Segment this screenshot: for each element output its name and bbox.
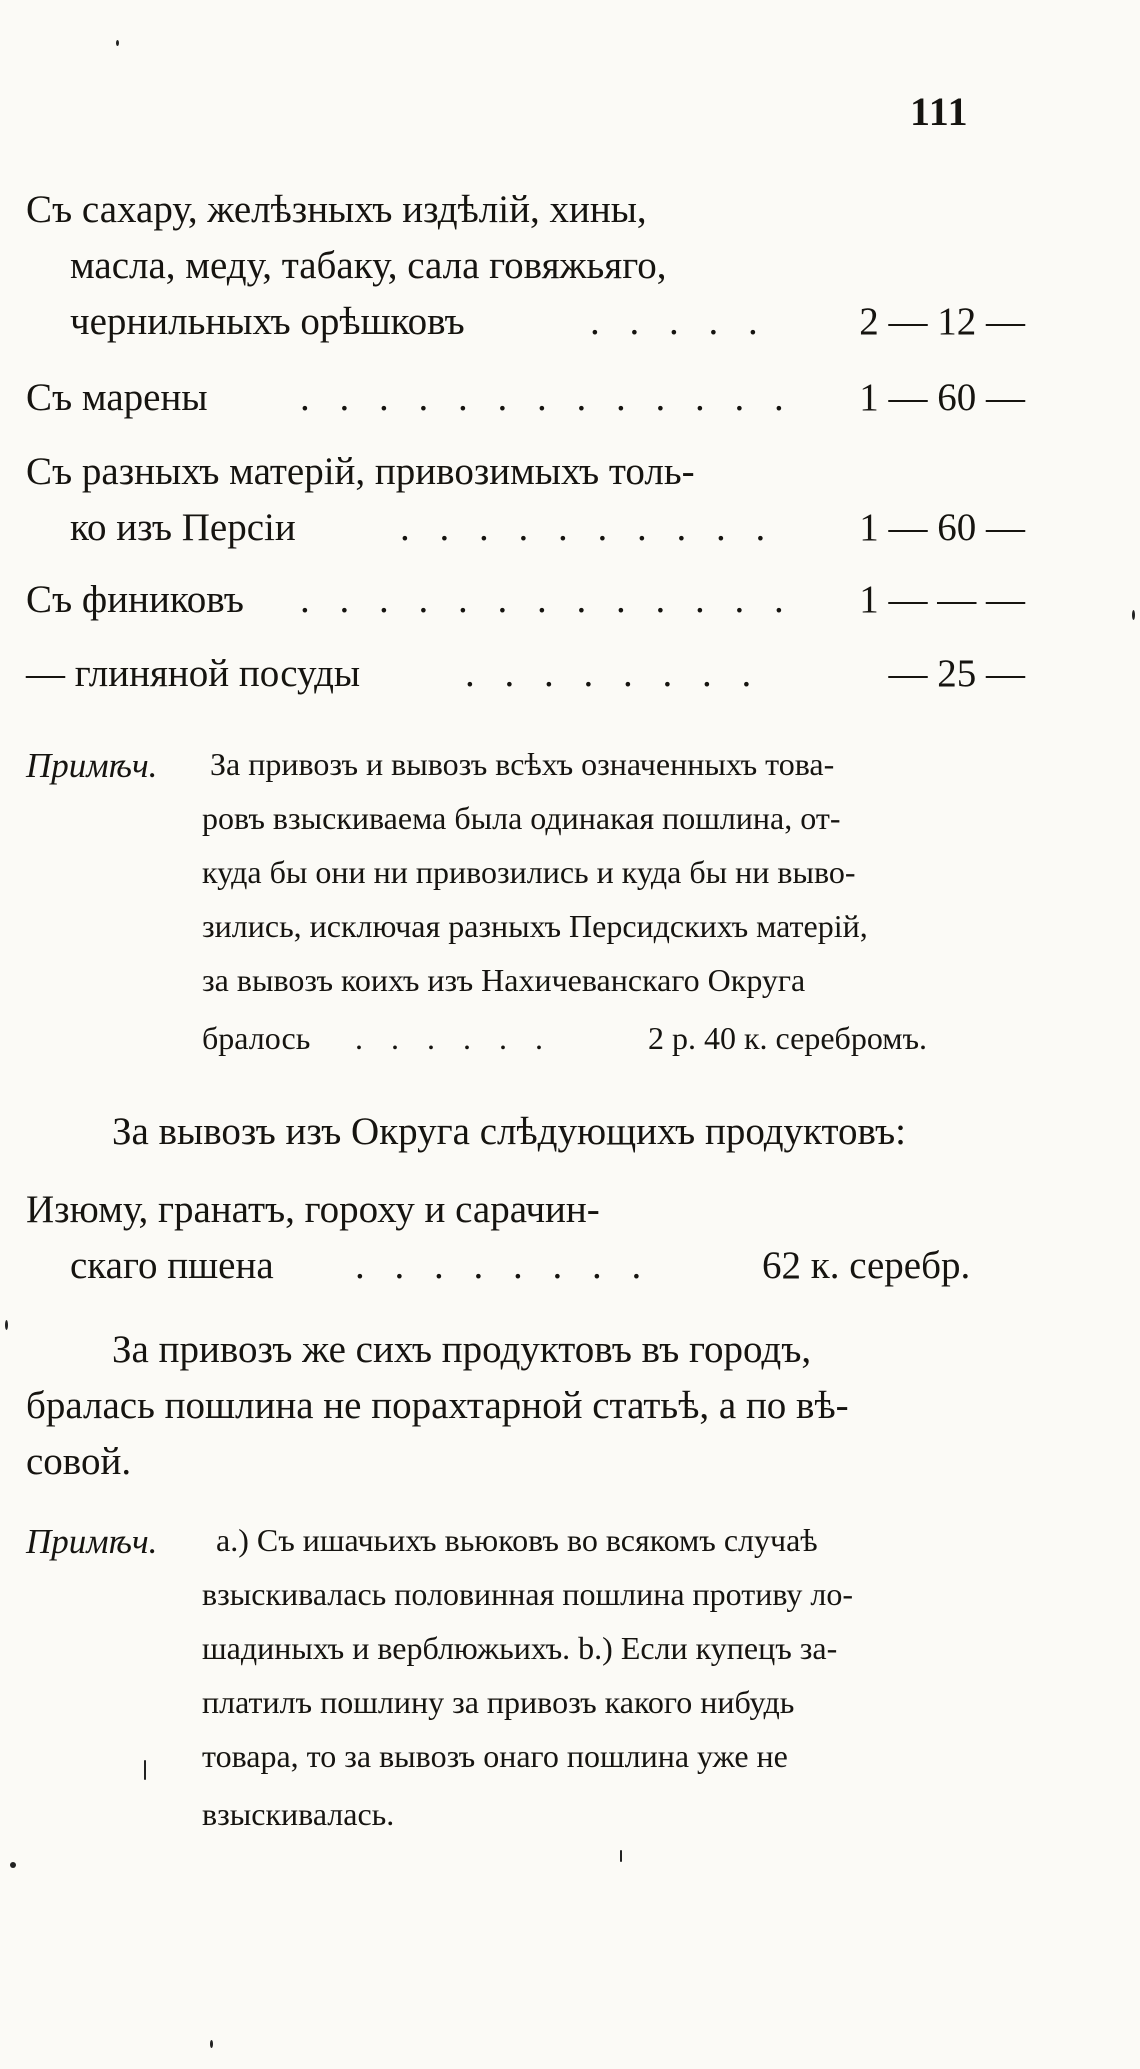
- note1-line: за вывозъ коихъ изъ Нахичеванскаго Округа: [202, 962, 806, 998]
- note2-line: взыскивалась половинная пошлина противу ло-: [202, 1576, 853, 1612]
- scan-speck: [10, 1862, 16, 1868]
- note2-line: шадиныхъ и верблюжьихъ. b.) Если купецъ за-: [202, 1630, 838, 1666]
- note2-line: платилъ пошлину за привозъ какого нибудь: [202, 1684, 795, 1720]
- note2-line: a.) Съ ишачьихъ вьюковъ во всякомъ случаѣ: [216, 1522, 818, 1558]
- note1-line: зились, исключая разныхъ Персидскихъ матерій,: [202, 908, 868, 944]
- item1-line3: чернильныхъ орѣшковъ: [70, 300, 465, 343]
- item1-line2: масла, меду, табаку, сала говяжьяго,: [70, 244, 667, 287]
- note2-line: товара, то за вывозъ онаго пошлина уже не: [202, 1738, 788, 1774]
- scan-speck: [210, 2040, 213, 2048]
- note1-amount: 2 р. 40 к. серебромъ.: [648, 1020, 928, 1056]
- export-item-amount: 62 к. серебр.: [762, 1244, 971, 1287]
- export-item-line2: скаго пшена: [70, 1244, 274, 1287]
- item4-line1: Съ финиковъ: [26, 578, 244, 621]
- note1-line: куда бы они ни привозились и куда бы ни выво-: [202, 854, 856, 890]
- note1-line: бралось: [202, 1020, 311, 1056]
- scan-speck: [116, 40, 119, 46]
- import-para-line: бралась пошлина не порахтарной статьѣ, а по вѣ-: [26, 1384, 849, 1427]
- item4-leader-dots: . . . . . . . . . . . . .: [300, 578, 794, 621]
- scan-speck: [144, 1760, 146, 1780]
- import-para-line: совой.: [26, 1440, 132, 1483]
- note1-leader-dots: . . . . . .: [355, 1020, 553, 1056]
- note1-label: Примѣч.: [26, 746, 158, 785]
- item2-amount: 1 — 60 —: [859, 376, 1025, 419]
- scan-speck: [620, 1850, 622, 1862]
- export-item-line1: Изюму, гранатъ, гороху и сарачин-: [26, 1188, 600, 1231]
- note2-line: взыскивалась.: [202, 1796, 395, 1832]
- note2-label: Примѣч.: [26, 1522, 158, 1561]
- item2-leader-dots: . . . . . . . . . . . . .: [300, 376, 794, 419]
- scan-speck: [5, 1320, 8, 1330]
- item1-leader-dots: . . . . .: [590, 300, 768, 343]
- item1-amount: 2 — 12 —: [859, 300, 1025, 343]
- item3-line2: ко изъ Персіи: [70, 506, 296, 549]
- item5-leader-dots: . . . . . . . .: [465, 652, 762, 695]
- page-number: 111: [910, 89, 969, 134]
- item2-line1: Съ марены: [26, 376, 208, 419]
- export-item-leader-dots: . . . . . . . .: [355, 1244, 652, 1287]
- item5-amount: — 25 —: [888, 652, 1025, 695]
- item3-line1: Съ разныхъ матерій, привозимыхъ толь-: [26, 450, 695, 493]
- item3-amount: 1 — 60 —: [859, 506, 1025, 549]
- note1-line: ровъ взыскиваема была одинакая пошлина, от-: [202, 800, 841, 836]
- note1-line: За привозъ и вывозъ всѣхъ означенныхъ това-: [210, 746, 835, 782]
- scan-speck: [1132, 610, 1135, 620]
- import-para-line: За привозъ же сихъ продуктовъ въ городъ,: [112, 1328, 812, 1371]
- item3-leader-dots: . . . . . . . . . .: [400, 506, 776, 549]
- item4-amount: 1 — — —: [859, 578, 1025, 621]
- export-heading: За вывозъ изъ Округа слѣдующихъ продуктовъ:: [112, 1110, 906, 1153]
- item1-line1: Съ сахару, желѣзныхъ издѣлій, хины,: [26, 188, 647, 231]
- item5-line1: — глиняной посуды: [26, 652, 361, 695]
